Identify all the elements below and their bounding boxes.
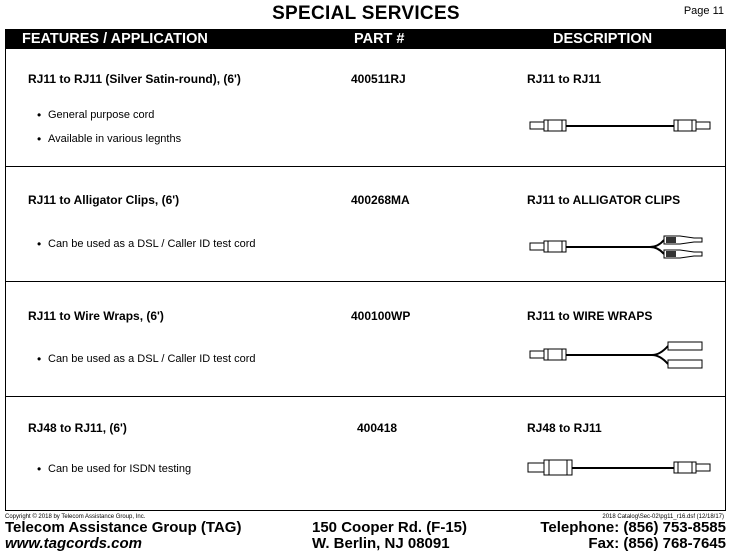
address-line-1: 150 Cooper Rd. (F-15) (312, 519, 468, 536)
rj11-to-rj11-cord-icon (522, 109, 717, 149)
bullet-item: • Can be used for ISDN testing (48, 463, 191, 475)
copyright-note: Copyright © 2018 by Telecom Assistance Group, Inc. (5, 514, 146, 520)
company-name: Telecom Assistance Group (TAG) (5, 519, 242, 536)
website-link[interactable]: www.tagcords.com (5, 535, 142, 552)
part-number: 400418 (357, 421, 398, 435)
page-title: SPECIAL SERVICES (272, 3, 460, 24)
part-number: 400100WP (351, 309, 411, 323)
table-row (6, 281, 725, 397)
fax-number: Fax: (856) 768-7645 (588, 535, 726, 552)
table-row (6, 49, 725, 167)
feature-label: RJ11 to Alligator Clips, (6') (28, 193, 180, 207)
description-label: RJ11 to WIRE WRAPS (527, 309, 653, 323)
part-number: 400268MA (351, 193, 410, 207)
rj11-to-alligator-clips-cord-icon (522, 230, 717, 270)
table-header (5, 29, 726, 49)
part-number: 400511RJ (351, 72, 406, 86)
rj11-to-wire-wraps-cord-icon (522, 338, 717, 378)
feature-label: RJ48 to RJ11, (6') (28, 421, 127, 435)
table-row (6, 396, 725, 510)
file-reference: 2018 Catalog\Sec-02\pg11_r16.dsf (12/18/17) (602, 514, 724, 520)
table-row (6, 166, 725, 282)
feature-label: RJ11 to RJ11 (Silver Satin-round), (6') (28, 72, 241, 86)
bullet-item: • Available in various legnths (48, 133, 181, 145)
address-line-2: W. Berlin, NJ 08091 (312, 535, 450, 552)
header-part: PART # (354, 31, 405, 47)
header-description: DESCRIPTION (553, 31, 653, 47)
bullet-item: • Can be used as a DSL / Caller ID test cord (48, 353, 255, 365)
description-label: RJ48 to RJ11 (527, 421, 602, 435)
description-label: RJ11 to RJ11 (527, 72, 602, 86)
description-label: RJ11 to ALLIGATOR CLIPS (527, 193, 681, 207)
page-number: Page 11 (683, 5, 724, 17)
telephone-number: Telephone: (856) 753-8585 (540, 519, 726, 536)
rj48-to-rj11-cord-icon (522, 451, 717, 491)
products-table (5, 49, 726, 511)
header-features: FEATURES / APPLICATION (22, 31, 208, 47)
bullet-item: • Can be used as a DSL / Caller ID test cord (48, 238, 255, 250)
feature-label: RJ11 to Wire Wraps, (6') (28, 309, 164, 323)
bullet-item: • General purpose cord (48, 109, 154, 121)
